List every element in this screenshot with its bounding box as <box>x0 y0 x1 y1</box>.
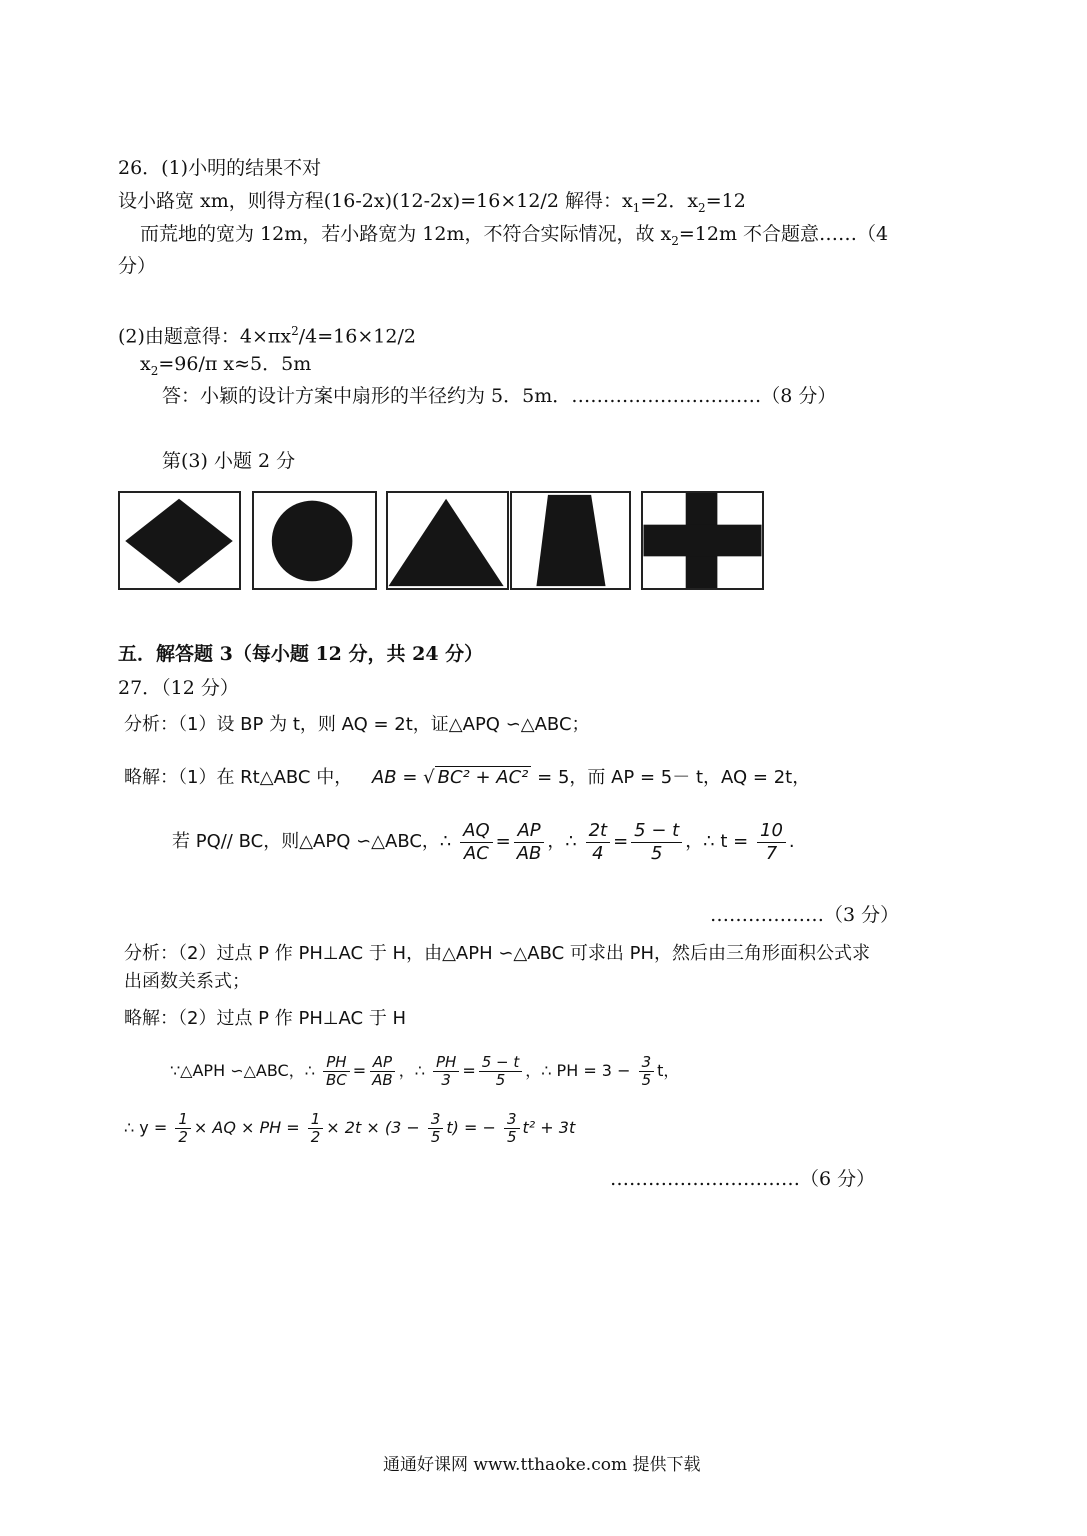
diamond-shape <box>118 491 241 590</box>
trapezoid-shape <box>510 491 631 590</box>
q26-part2-eq: (2)由题意得：$4\times\pi x^2/4=16\times 12/2$ <box>118 324 416 348</box>
q27-analysis-1: 分析：（1）设 BP 为 t，则 AQ = 2t，证△APQ ∽△ABC； <box>124 714 590 735</box>
q26-part3-label: 第(3) 小题 2 分 <box>162 450 296 472</box>
q27-solution-2: 略解：（2）过点 P 作 PH⊥AC 于 H <box>124 1008 407 1029</box>
q27-area-formula: ∴ y = $\frac{1}{2}$ × AQ × PH = $\frac{1}{2}$ × 2t × (3 − $\frac{3}{5}$ t) = − $\frac{3}{5}$ t² + 3t <box>124 1110 576 1146</box>
q27-solution-1-ratio: 若 PQ// BC，则△APQ ∽△ABC，∴ $\frac{AQ}{AC}$ = $\frac{AP}{AB}$ ，∴ $\frac{2t}{4}$ = $\frac{5 - t}{5}$ ，∴ t = $\frac{10}{7}$ . <box>172 819 795 864</box>
circle-shape <box>252 491 377 590</box>
q27-analysis-2a: 分析：（2）过点 P 作 PH⊥AC 于 H，由△APH ∽△ABC 可求出 PH，然后由三角形面积公式求 <box>124 943 871 964</box>
cross-shape <box>641 491 764 590</box>
q26-line3: 而荒地的宽为 12m，若小路宽为 12m，不符合实际情况，故 $x_2=12m$ 不合题意……（4 <box>140 223 889 248</box>
q26-line4: 分） <box>118 255 157 277</box>
q27-solution-2-ratio: ∵△APH ∽△ABC，∴ $\frac{PH}{BC}$ = $\frac{AP}{AB}$ ，∴ $\frac{PH}{3}$ = $\frac{5 - t}{5}$ ，∴ PH = 3 − $\frac{3}{5}$ t， <box>170 1053 680 1089</box>
q27-heading: 27．（12 分） <box>118 677 239 699</box>
q27-score-6: …………………………（6 分） <box>610 1168 876 1190</box>
q26-part2-solution: $x_2=96/\pi$ x≈5．5m <box>140 353 312 378</box>
section-title: 五．解答题 3（每小题 12 分，共 24 分） <box>118 643 484 665</box>
q26-part2-answer: 答：小颖的设计方案中扇形的半径约为 5．5m．…………………………（8 分） <box>162 385 837 407</box>
q27-score-3: ………………（3 分） <box>710 904 900 926</box>
page-footer: 通通好课网 www.tthaoke.com 提供下载 <box>383 1455 701 1475</box>
triangle-shape <box>386 491 509 590</box>
q27-solution-1: 略解：（1）在 Rt△ABC 中， AB = √ BC² + AC² = 5，而 AP = 5－ t，AQ = 2t， <box>124 767 811 788</box>
q26-line2: 设小路宽 xm，则得方程(16-2x)(12-2x)=16×12/2 解得：$x_1=2$．$x_2=12$ <box>118 190 746 215</box>
q27-analysis-2b: 出函数关系式； <box>124 971 250 992</box>
q26-line1: 26．(1)小明的结果不对 <box>118 157 322 179</box>
